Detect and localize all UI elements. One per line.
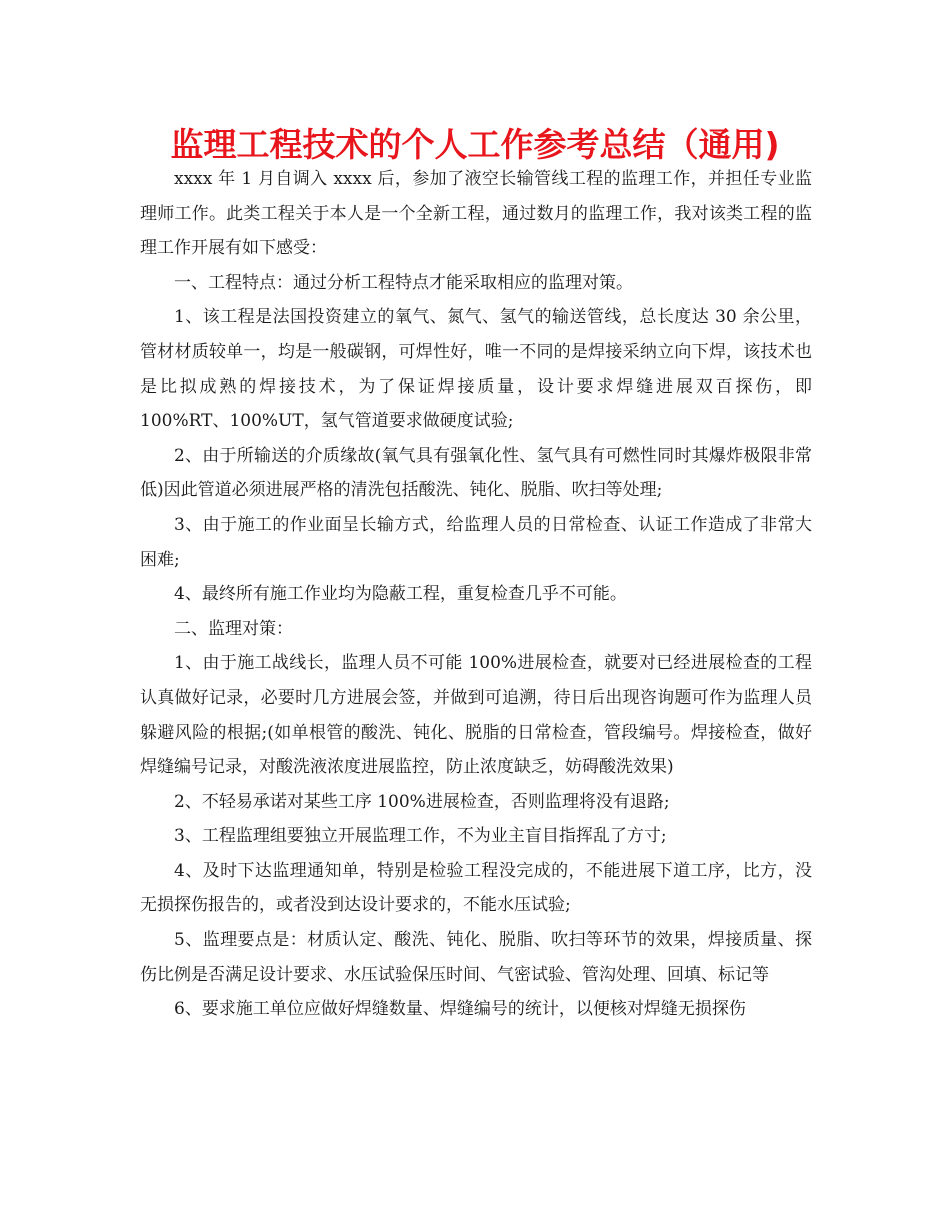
document-title: 监理工程技术的个人工作参考总结（通用) (170, 125, 780, 164)
paragraph-feature-1: 1、该工程是法国投资建立的氧气、氮气、氢气的输送管线，总长度达 30 余公里，管材材质较单一，均是一般碳钢，可焊性好，唯一不同的是焊接采纳立向下焊，该技术也是比拟成熟的焊接技术，为了保证焊接质量，设计要求焊缝进展双百探伤，即 100%RT、100%UT，氢气管道要求做硬度试验; (140, 307, 812, 432)
section-heading-countermeasures: 二、监理对策： (174, 618, 293, 639)
paragraph-feature-3: 3、由于施工的作业面呈长输方式，给监理人员的日常检查、认证工作造成了非常大困难; (140, 514, 812, 570)
document-body (140, 162, 812, 1027)
paragraph-feature-2: 2、由于所输送的介质缘故(氧气具有强氧化性、氢气具有可燃性同时其爆炸极限非常低)因此管道必须进展严格的清洗包括酸洗、钝化、脱脂、吹扫等处理; (140, 445, 812, 501)
paragraph-measure-3: 3、工程监理组要独立开展监理工作，不为业主盲目指挥乱了方寸; (174, 826, 667, 847)
paragraph-feature-4: 4、最终所有施工作业均为隐蔽工程，重复检查几乎不可能。 (174, 584, 627, 605)
paragraph-measure-5: 5、监理要点是：材质认定、酸洗、钝化、脱脂、吹扫等环节的效果，焊接质量、探伤比例是否满足设计要求、水压试验保压时间、气密试验、管沟处理、回填、标记等 (140, 930, 812, 985)
paragraph-measure-6: 6、要求施工单位应做好焊缝数量、焊缝编号的统计，以便核对焊缝无损探伤 (174, 999, 746, 1020)
paragraph-intro: xxxx 年 1 月自调入 xxxx 后，参加了液空长输管线工程的监理工作，并担任专业监理师工作。此类工程关于本人是一个全新工程，通过数月的监理工作，我对该类工程的监理工作开展有如下感受： (140, 169, 812, 259)
section-heading-project-features: 一、工程特点：通过分析工程特点才能采取相应的监理对策。 (174, 272, 633, 293)
paragraph-measure-4: 4、及时下达监理通知单，特别是检验工程没完成的，不能进展下道工序，比方，没无损探伤报告的，或者没到达设计要求的，不能水压试验; (140, 860, 812, 916)
paragraph-measure-1: 1、由于施工战线长，监理人员不可能 100%进展检查，就要对已经进展检查的工程认真做好记录，必要时几方进展会签，并做到可追溯，待日后出现咨询题可作为监理人员躲避风险的根据;(如单根管的酸洗、钝化、脱脂的日常检查，管段编号。焊接检查，做好焊缝编号记录，对酸洗液浓度进展监控，防止浓度缺乏，妨碍酸洗效果) (140, 653, 812, 778)
paragraph-measure-2: 2、不轻易承诺对某些工序 100%进展检查，否则监理将没有退路; (174, 791, 670, 812)
